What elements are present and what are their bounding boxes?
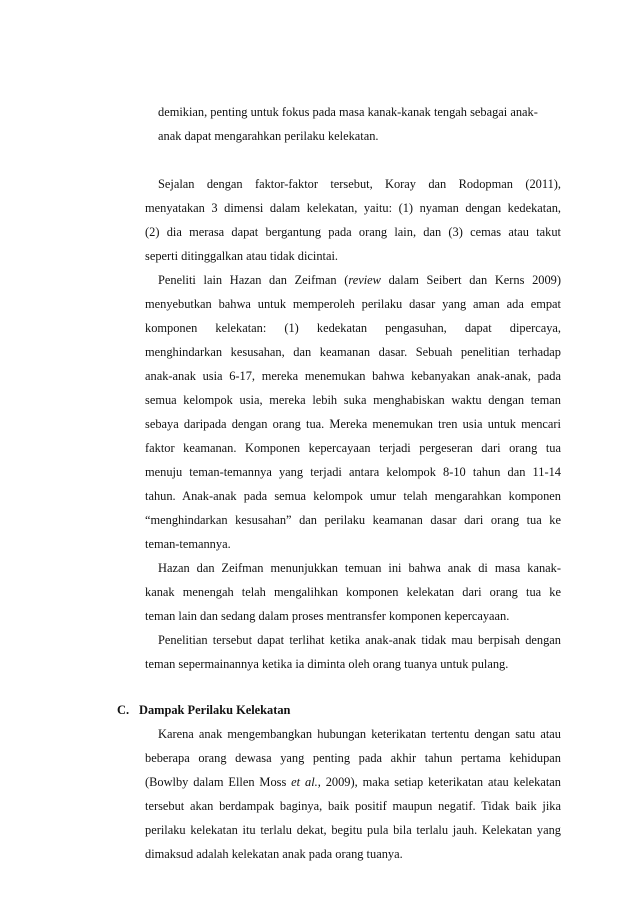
paragraph-3-line-6: semua kelompok usia, mereka lebih suka menghabiskan waktu dengan teman xyxy=(145,393,561,407)
paragraph-3-line-4: menghindarkan kesusahan, dan keamanan dasar. Sebuah penelitian terhadap xyxy=(145,345,561,359)
paragraph-3-line-10: tahun. Anak-anak pada semua kelompok umur telah mengarahkan komponen xyxy=(145,489,561,503)
paragraph-3-line-11: “menghindarkan kesusahan” dan perilaku keamanan dasar dari orang tua ke xyxy=(145,513,561,527)
section-c-line-3: (Bowlby dalam Ellen Moss et al., 2009), maka setiap keterikatan atau kelekatan xyxy=(145,775,561,789)
paragraph-4-line-2: kanak menengah telah mengalihkan komponen kelekatan dari orang tua ke xyxy=(145,585,561,599)
section-number: C. xyxy=(117,703,130,717)
paragraph-3-line-1: Peneliti lain Hazan dan Zeifman (review dalam Seibert dan Kerns 2009) xyxy=(158,273,561,287)
paragraph-4-line-1: Hazan dan Zeifman menunjukkan temuan ini bahwa anak di masa kanak- xyxy=(158,561,561,575)
section-c-heading xyxy=(117,700,290,720)
paragraph-5-line-1: Penelitian tersebut dapat terlihat ketika anak-anak tidak mau berpisah dengan xyxy=(158,633,561,647)
paragraph-3-line-5: anak-anak usia 6-17, mereka menemukan bahwa kebanyakan anak-anak, pada xyxy=(145,369,561,383)
paragraph-4-line-3: teman lain dan sedang dalam proses mentransfer komponen kepercayaan. xyxy=(145,609,510,623)
section-c-line-4: tersebut akan berdampak baginya, baik positif maupun negatif. Tidak baik jika xyxy=(145,799,561,813)
italic-et-al: et al. xyxy=(291,775,318,789)
section-c-line-1: Karena anak mengembangkan hubungan keterikatan tertentu dengan satu atau xyxy=(158,727,561,741)
section-c-line-6: dimaksud adalah kelekatan anak pada orang tuanya. xyxy=(145,847,403,861)
paragraph-2-line-1: Sejalan dengan faktor-faktor tersebut, Koray dan Rodopman (2011), xyxy=(158,177,561,191)
paragraph-3-line-12: teman-temannya. xyxy=(145,537,231,551)
paragraph-3-line-8: faktor keamanan. Komponen kepercayaan terjadi pergeseran dari orang tua xyxy=(145,441,561,455)
paragraph-2-line-2: menyatakan 3 dimensi dalam kelekatan, yaitu: (1) nyaman dengan kedekatan, xyxy=(145,201,561,215)
section-c-line-5: perilaku kelekatan itu terlalu dekat, begitu pula bila terlalu jauh. Kelekatan yang xyxy=(145,823,561,837)
paragraph-3-line-2: menyebutkan bahwa untuk memperoleh perilaku dasar yang aman ada empat xyxy=(145,297,561,311)
paragraph-3-line-7: sebaya daripada dengan orang tua. Mereka menemukan tren usia untuk mencari xyxy=(145,417,561,431)
paragraph-1-line-1: demikian, penting untuk fokus pada masa kanak-kanak tengah sebagai anak- xyxy=(158,105,538,119)
paragraph-2-line-3: (2) dia merasa dapat bergantung pada orang lain, dan (3) cemas atau takut xyxy=(145,225,561,239)
italic-term: review xyxy=(348,273,381,287)
paragraph-3-line-9: menuju teman-temannya yang terjadi antara kelompok 8-10 tahun dan 11-14 xyxy=(145,465,561,479)
section-c-line-2: beberapa orang dewasa yang penting pada akhir tahun pertama kehidupan xyxy=(145,751,561,765)
paragraph-1-line-2: anak dapat mengarahkan perilaku kelekatan. xyxy=(158,129,379,143)
paragraph-5-line-2: teman sepermainannya ketika ia diminta oleh orang tuanya untuk pulang. xyxy=(145,657,509,671)
paragraph-3-line-3: komponen kelekatan: (1) kedekatan pengasuhan, dapat dipercaya, xyxy=(145,321,561,335)
paragraph-2-line-4: seperti ditinggalkan atau tidak dicintai. xyxy=(145,249,339,263)
section-title: Dampak Perilaku Kelekatan xyxy=(139,703,291,717)
